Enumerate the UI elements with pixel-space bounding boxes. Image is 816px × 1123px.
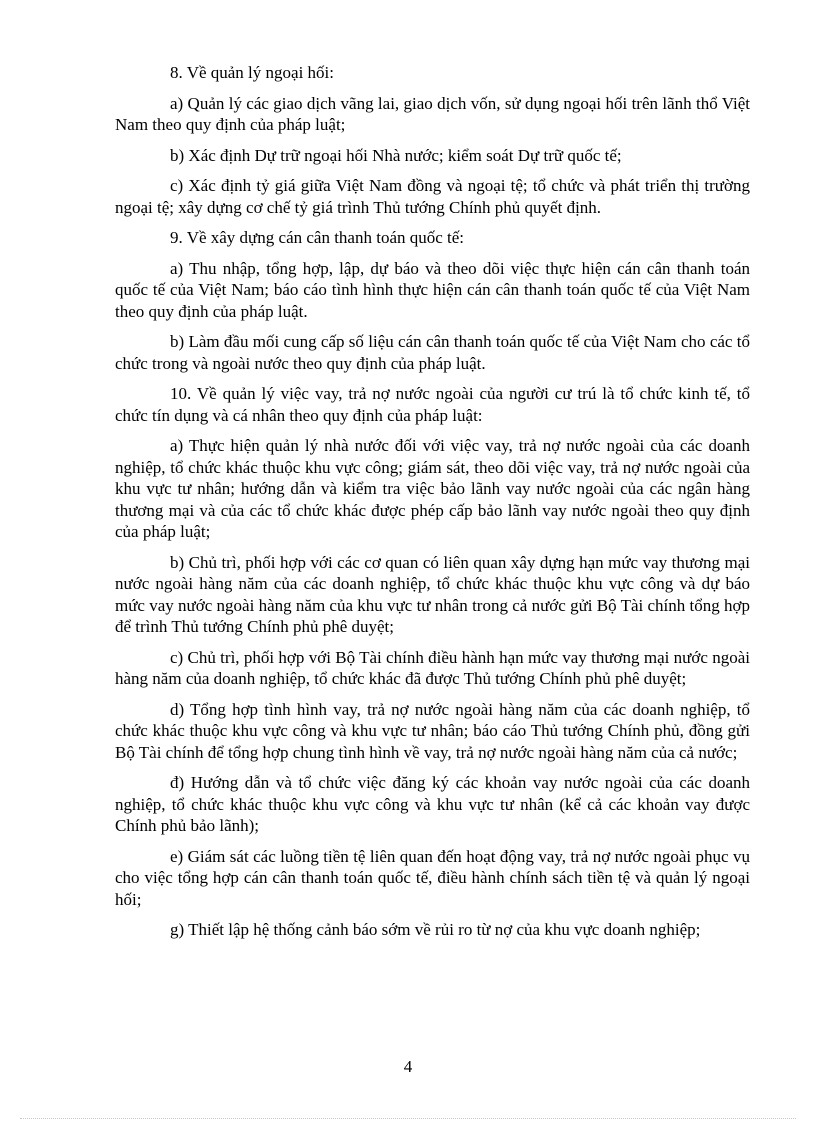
paragraph-8c: c) Xác định tỷ giá giữa Việt Nam đồng và ngoại tệ; tổ chức và phát triển thị trường ngoại tệ; xây dựng cơ chế tỷ giá trình Thủ tướng Chính phủ quyết định.: [115, 176, 750, 217]
paragraph-8a: a) Quản lý các giao dịch vãng lai, giao dịch vốn, sử dụng ngoại hối trên lãnh thổ Việt Nam theo quy định của pháp luật;: [115, 93, 750, 134]
document-body: [115, 62, 750, 950]
paragraph-10c: c) Chủ trì, phối hợp với Bộ Tài chính điều hành hạn mức vay thương mại nước ngoài hàng năm của doanh nghiệp, tổ chức khác đã được Thủ tướng Chính phủ phê duyệt;: [115, 647, 750, 688]
paragraph-9b: b) Làm đầu mối cung cấp số liệu cán cân thanh toán quốc tế của Việt Nam cho các tổ chức trong và ngoài nước theo quy định của pháp luật.: [115, 332, 750, 373]
paragraph-10d: d) Tổng hợp tình hình vay, trả nợ nước ngoài hàng năm của các doanh nghiệp, tổ chức khác thuộc khu vực công và khu vực tư nhân; báo cáo Thủ tướng Chính phủ, đồng gửi Bộ Tài chính để tổng hợp chung tình hình về vay, trả nợ nước ngoài hàng năm của cả nước;: [115, 699, 750, 762]
paragraph-10dd: đ) Hướng dẫn và tổ chức việc đăng ký các khoản vay nước ngoài của các doanh nghiệp, tổ chức khác thuộc khu vực công và khu vực tư nhân (kể cả các khoản vay được Chính phủ bảo lãnh);: [115, 773, 750, 835]
paragraph-10b: b) Chủ trì, phối hợp với các cơ quan có liên quan xây dựng hạn mức vay thương mại nước ngoài hàng năm của các doanh nghiệp, tổ chức khác thuộc khu vực công và dự báo mức vay nước ngoài hàng năm của khu vực tư nhân trong cả nước gửi Bộ Tài chính tổng hợp để trình Thủ tướng Chính phủ phê duyệt;: [115, 552, 750, 636]
page-number: 4: [403, 1057, 413, 1076]
page-bottom-divider: [20, 1118, 796, 1119]
paragraph-10g: g) Thiết lập hệ thống cảnh báo sớm về rủi ro từ nợ của khu vực doanh nghiệp;: [170, 920, 701, 939]
heading-section-10: 10. Về quản lý việc vay, trả nợ nước ngoài của người cư trú là tổ chức kinh tế, tổ chức tín dụng và cá nhân theo quy định của pháp luật:: [115, 384, 750, 425]
heading-section-8: 8. Về quản lý ngoại hối:: [170, 63, 334, 82]
paragraph-10a: a) Thực hiện quản lý nhà nước đối với việc vay, trả nợ nước ngoài của các doanh nghiệp, tổ chức khác thuộc khu vực công; giám sát, theo dõi việc vay, trả nợ nước ngoài của khu vực tư nhân; hướng dẫn và kiểm tra việc bảo lãnh vay nước ngoài của các ngân hàng thương mại và của các tổ chức khác được phép cấp bảo lãnh vay nước ngoài theo quy định của pháp luật;: [115, 436, 750, 541]
paragraph-10e: e) Giám sát các luồng tiền tệ liên quan đến hoạt động vay, trả nợ nước ngoài phục vụ cho việc tổng hợp cán cân thanh toán quốc tế, điều hành chính sách tiền tệ và quản lý ngoại hối;: [115, 846, 750, 909]
paragraph-8b: b) Xác định Dự trữ ngoại hối Nhà nước; kiểm soát Dự trữ quốc tế;: [170, 145, 622, 165]
paragraph-9a: a) Thu nhập, tổng hợp, lập, dự báo và theo dõi việc thực hiện cán cân thanh toán quốc tế của Việt Nam; báo cáo tình hình thực hiện cán cân thanh toán quốc tế của Việt Nam theo quy định của pháp luật.: [115, 258, 750, 321]
heading-section-9: 9. Về xây dựng cán cân thanh toán quốc tế:: [170, 228, 465, 247]
